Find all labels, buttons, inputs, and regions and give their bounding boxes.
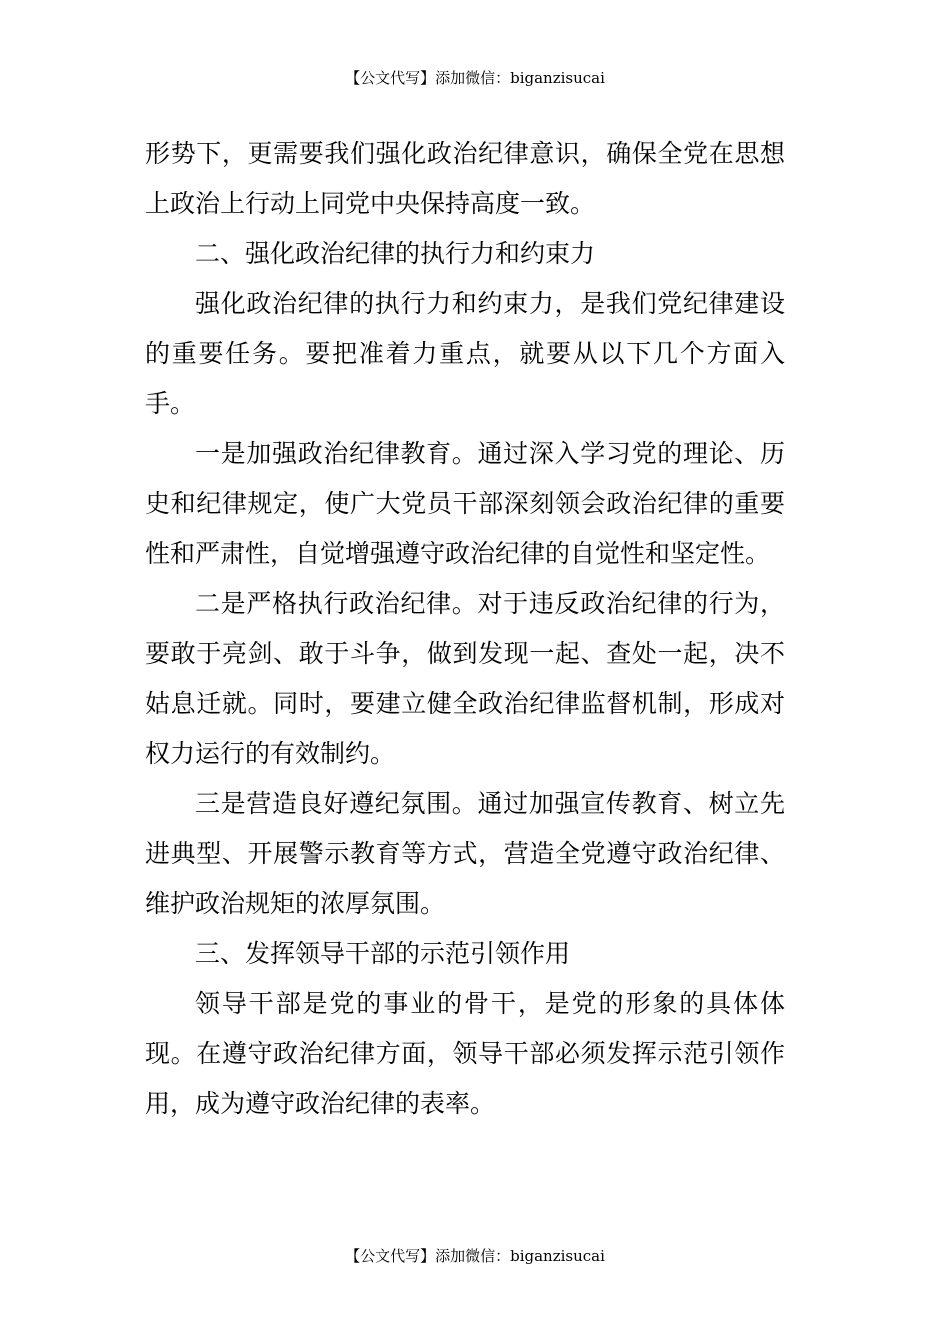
document-body (145, 129, 785, 1129)
paragraph-intro: 强化政治纪律的执行力和约束力，是我们党纪律建设的重要任务。要把准着力重点，就要从以下几个方面入手。 (145, 289, 785, 418)
paragraph-point-1: 一是加强政治纪律教育。通过深入学习党的理论、历史和纪律规定，使广大党员干部深刻领会政治纪律的重要性和严肃性，自觉增强遵守政治纪律的自觉性和坚定性。 (145, 439, 785, 568)
page-header: 【公文代写】添加微信：biganzisucai (345, 69, 605, 87)
section-heading-3: 三、发挥领导干部的示范引领作用 (195, 939, 571, 968)
paragraph-point-3: 三是营造良好遵纪氛围。通过加强宣传教育、树立先进典型、开展警示教育等方式，营造全党遵守政治纪律、维护政治规矩的浓厚氛围。 (145, 789, 785, 918)
section-heading-2: 二、强化政治纪律的执行力和约束力 (195, 239, 596, 268)
paragraph-leaders: 领导干部是党的事业的骨干，是党的形象的具体体现。在遵守政治纪律方面，领导干部必须发挥示范引领作用，成为遵守政治纪律的表率。 (145, 989, 785, 1118)
paragraph-continuation: 形势下，更需要我们强化政治纪律意识，确保全党在思想上政治上行动上同党中央保持高度一致。 (145, 139, 785, 218)
page-footer: 【公文代写】添加微信：biganzisucai (345, 1247, 605, 1265)
paragraph-point-2: 二是严格执行政治纪律。对于违反政治纪律的行为，要敢于亮剑、敢于斗争，做到发现一起、查处一起，决不姑息迁就。同时，要建立健全政治纪律监督机制，形成对权力运行的有效制约。 (145, 589, 785, 768)
